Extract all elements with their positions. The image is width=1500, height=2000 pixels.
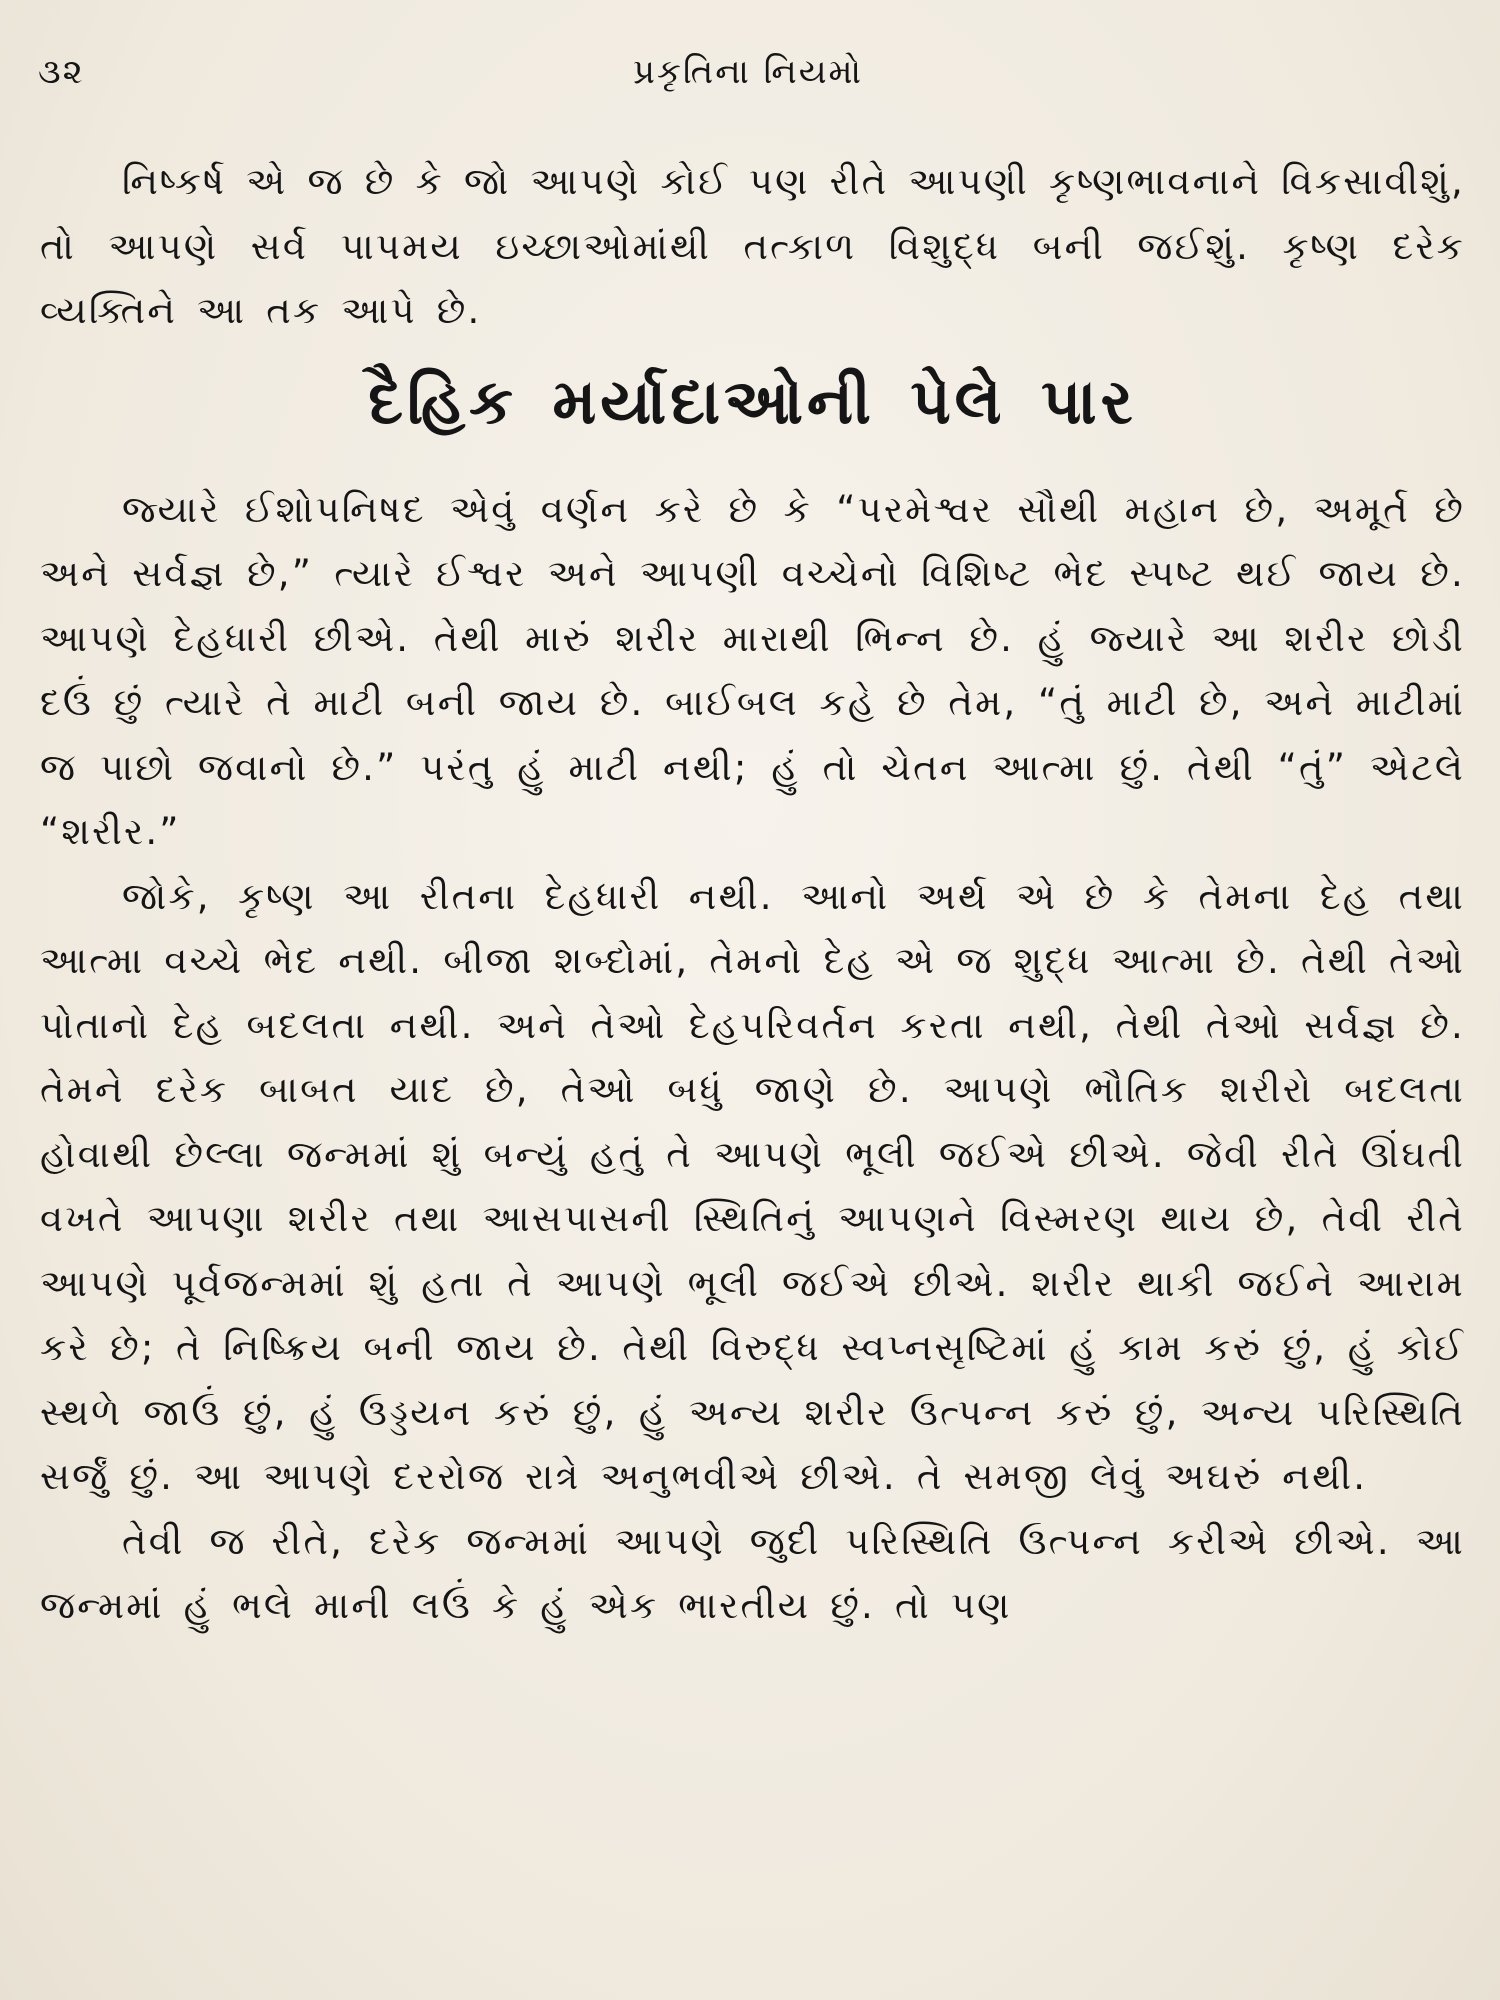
paragraph-2: જોકે, કૃષ્ણ આ રીતના દેહધારી નથી. આનો અર્થ એ છે કે તેમના દેહ તથા આત્મા વચ્ચે ભેદ નથી. બીજા શબ્દોમાં, તેમનો દેહ એ જ શુદ્ધ આત્મા છે. તેથી તેઓ પોતાનો દેહ બદલતા નથી. અને તેઓ દેહપરિવર્તન કરતા નથી, તેથી તેઓ સર્વજ્ઞ છે. તેમને દરેક બાબત યાદ છે, તેઓ બધું જાણે છે. આપણે ભૌતિક શરીરો બદલતા હોવાથી છેલ્લા જન્મમાં શું બન્યું હતું તે આપણે ભૂલી જઈએ છીએ. જેવી રીતે ઊંઘતી વખતે આપણા શરીર તથા આસપાસની સ્થિતિનું આપણને વિસ્મરણ થાય છે, તેવી રીતે આપણે પૂર્વજન્મમાં શું હતા તે આપણે ભૂલી જઈએ છીએ. શરીર થાકી જઈને આરામ કરે છે; તે નિષ્ક્રિય બની જાય છે. તેથી વિરુદ્ધ સ્વપ્નસૃષ્ટિમાં હું કામ કરું છું, હું કોઈ સ્થળે જાઉં છું, હું ઉડ્ડયન કરું છું, હું અન્ય શરીર ઉત્પન્ન કરું છું, અન્ય પરિસ્થિતિ સર્જું છું. આ આપણે દરરોજ રાત્રે અનુભવીએ છીએ. તે સમજી લેવું અઘરું નથી. — [40, 874, 1465, 1498]
page-header — [38, 42, 1458, 102]
running-title: પ્રકૃતિના નિયમો — [632, 52, 864, 92]
intro-paragraph: નિષ્કર્ષ એ જ છે કે જો આપણે કોઈ પણ રીતે આપણી કૃષ્ણભાવનાને વિકસાવીશું, તો આપણે સર્વ પાપમય ઇચ્છાઓમાંથી તત્કાળ વિશુદ્ધ બની જઈશું. કૃષ્ણ દરેક વ્યક્તિને આ તક આપે છે. — [40, 160, 1465, 332]
page-number: ૩૨ — [38, 52, 85, 92]
section-heading: દૈહિક મર્યાદાઓની પેલે પાર — [368, 364, 1137, 438]
paragraph-3: તેવી જ રીતે, દરેક જન્મમાં આપણે જુદી પરિસ્થિતિ ઉત્પન્ન કરીએ છીએ. આ જન્મમાં હું ભલે માની લઉં કે હું એક ભારતીય છું. તો પણ — [40, 1519, 1465, 1627]
page-body — [40, 150, 1465, 1639]
paragraph-1: જ્યારે ઈશોપનિષદ એવું વર્ણન કરે છે કે “પરમેશ્વર સૌથી મહાન છે, અમૂર્ત છે અને સર્વજ્ઞ છે,” ત્યારે ઈશ્વર અને આપણી વચ્ચેનો વિશિષ્ટ ભેદ સ્પષ્ટ થઈ જાય છે. આપણે દેહધારી છીએ. તેથી મારું શરીર મારાથી ભિન્ન છે. હું જ્યારે આ શરીર છોડી દઉં છું ત્યારે તે માટી બની જાય છે. બાઈબલ કહે છે તેમ, “તું માટી છે, અને માટીમાં જ પાછો જવાનો છે.” પરંતુ હું માટી નથી; હું તો ચેતન આત્મા છું. તેથી “તું” એટલે “શરીર.” — [40, 487, 1465, 853]
